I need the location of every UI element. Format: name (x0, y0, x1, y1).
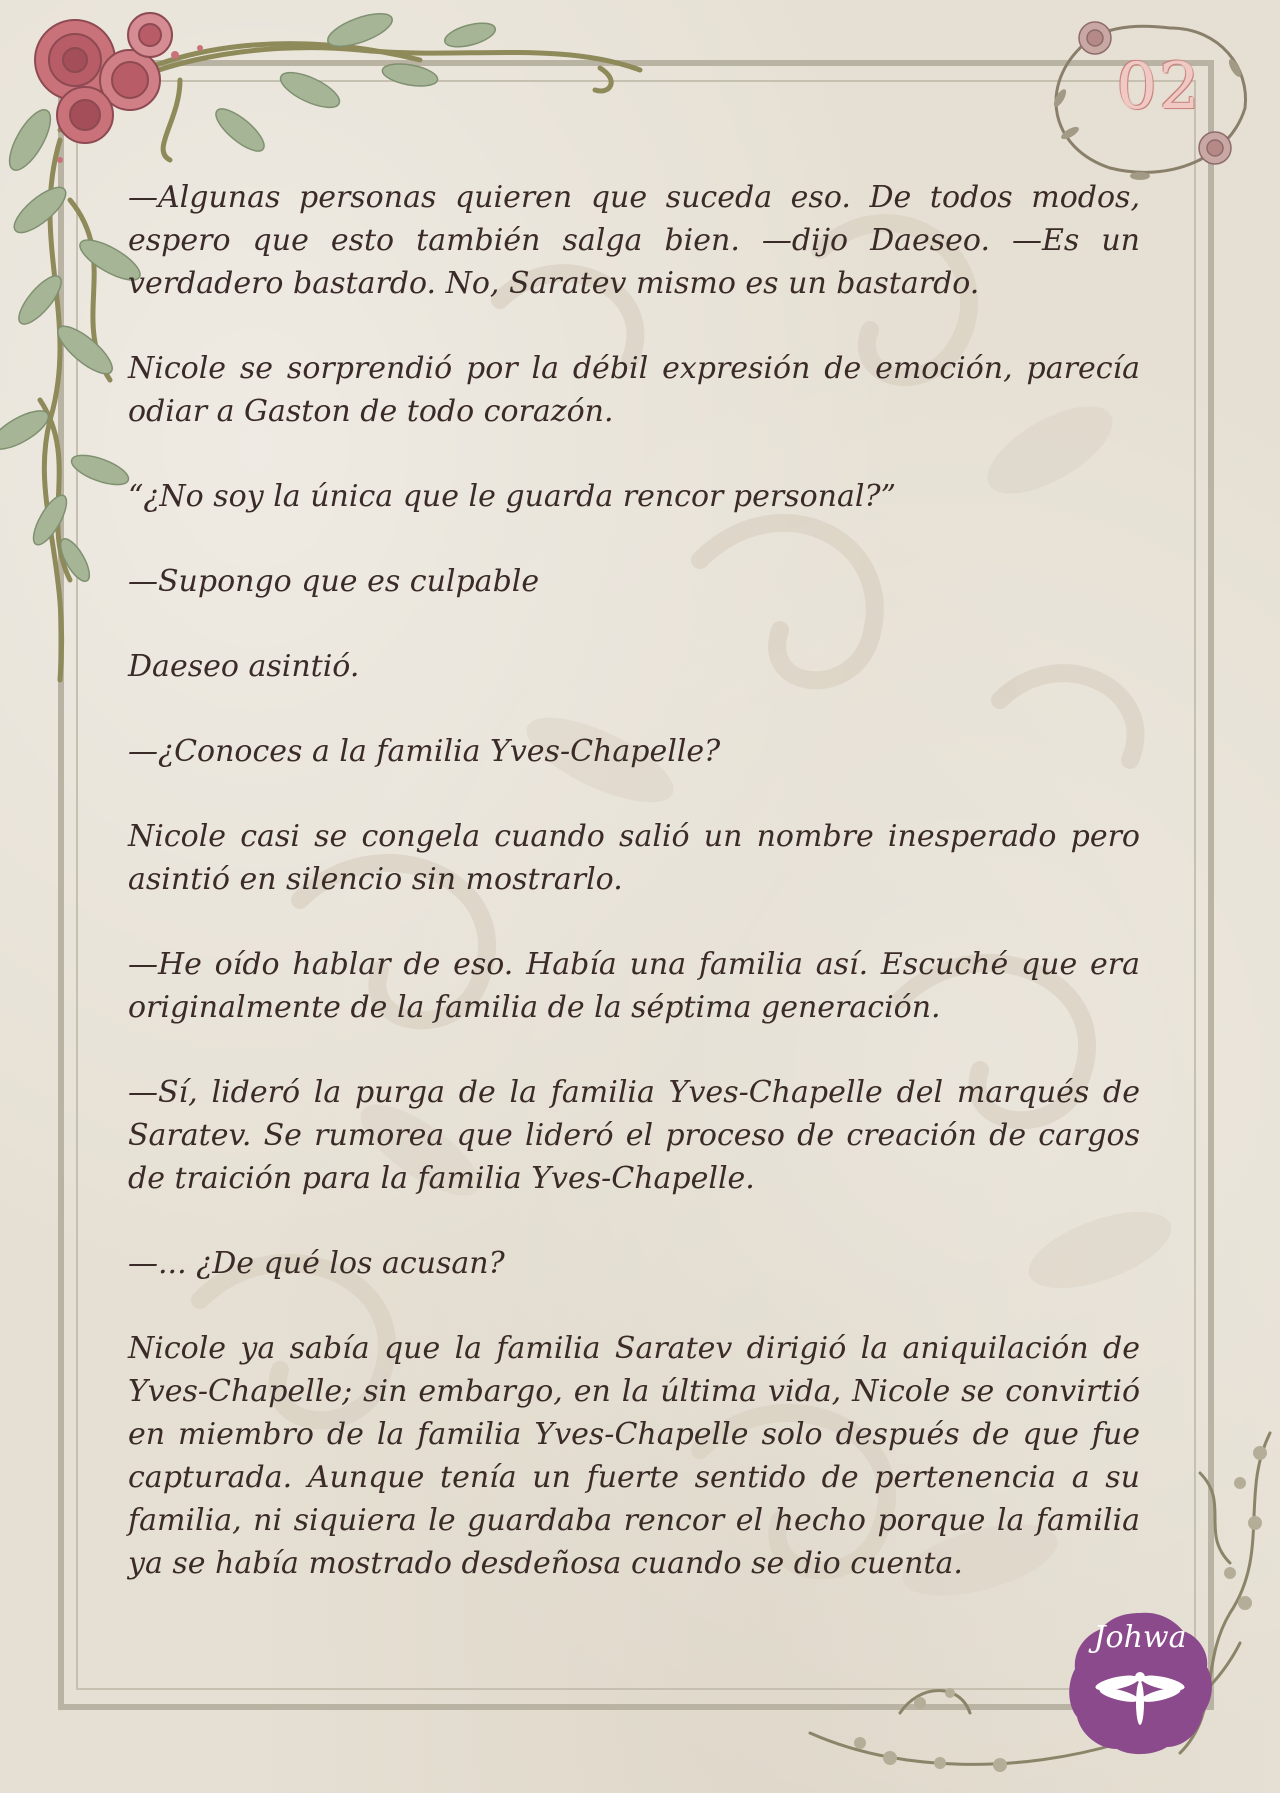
paragraph: Daeseo asintió. (128, 649, 360, 684)
paragraph: —Supongo que es culpable (128, 564, 540, 599)
page-number: 02 (1116, 50, 1202, 124)
paragraph: —Sí, lideró la purga de la familia Yves-Chapelle del marqués de Saratev. Se rumorea que lideró el proceso de creación de cargos de traición para la familia Yves-Chapelle. (128, 1075, 1140, 1196)
paragraph: Nicole ya sabía que la familia Saratev dirigió la aniquilación de Yves-Chapelle; sin embargo, en la última vida, Nicole se convirtió en miembro de la familia Yves-Chapelle solo después de que fue capturada. Aunque tenía un fuerte sentido de pertenencia a su familia, ni siquiera le guardaba rencor el hecho porque la familia ya se había mostrado desdeñosa cuando se dio cuenta. (128, 1331, 1140, 1581)
paragraph: —He oído hablar de eso. Había una familia así. Escuché que era originalmente de la familia de la séptima generación. (128, 947, 1140, 1025)
paragraph: —Algunas personas quieren que suceda eso. De todos modos, espero que esto también salga bien. —dijo Daeseo. —Es un verdadero bastardo. No, Saratev mismo es un bastardo. (128, 180, 1140, 301)
badge-label: Johwa (1093, 1620, 1187, 1655)
paragraph: —... ¿De qué los acusan? (128, 1246, 505, 1281)
paragraph: Nicole se sorprendió por la débil expresión de emoción, parecía odiar a Gaston de todo corazón. (128, 351, 1140, 429)
paragraph: —¿Conoces a la familia Yves-Chapelle? (128, 734, 721, 769)
paragraph: “¿No soy la única que le guarda rencor personal?” (128, 479, 896, 514)
story-text (128, 176, 1140, 1627)
paragraph: Nicole casi se congela cuando salió un nombre inesperado pero asintió en silencio sin mostrarlo. (128, 819, 1140, 897)
